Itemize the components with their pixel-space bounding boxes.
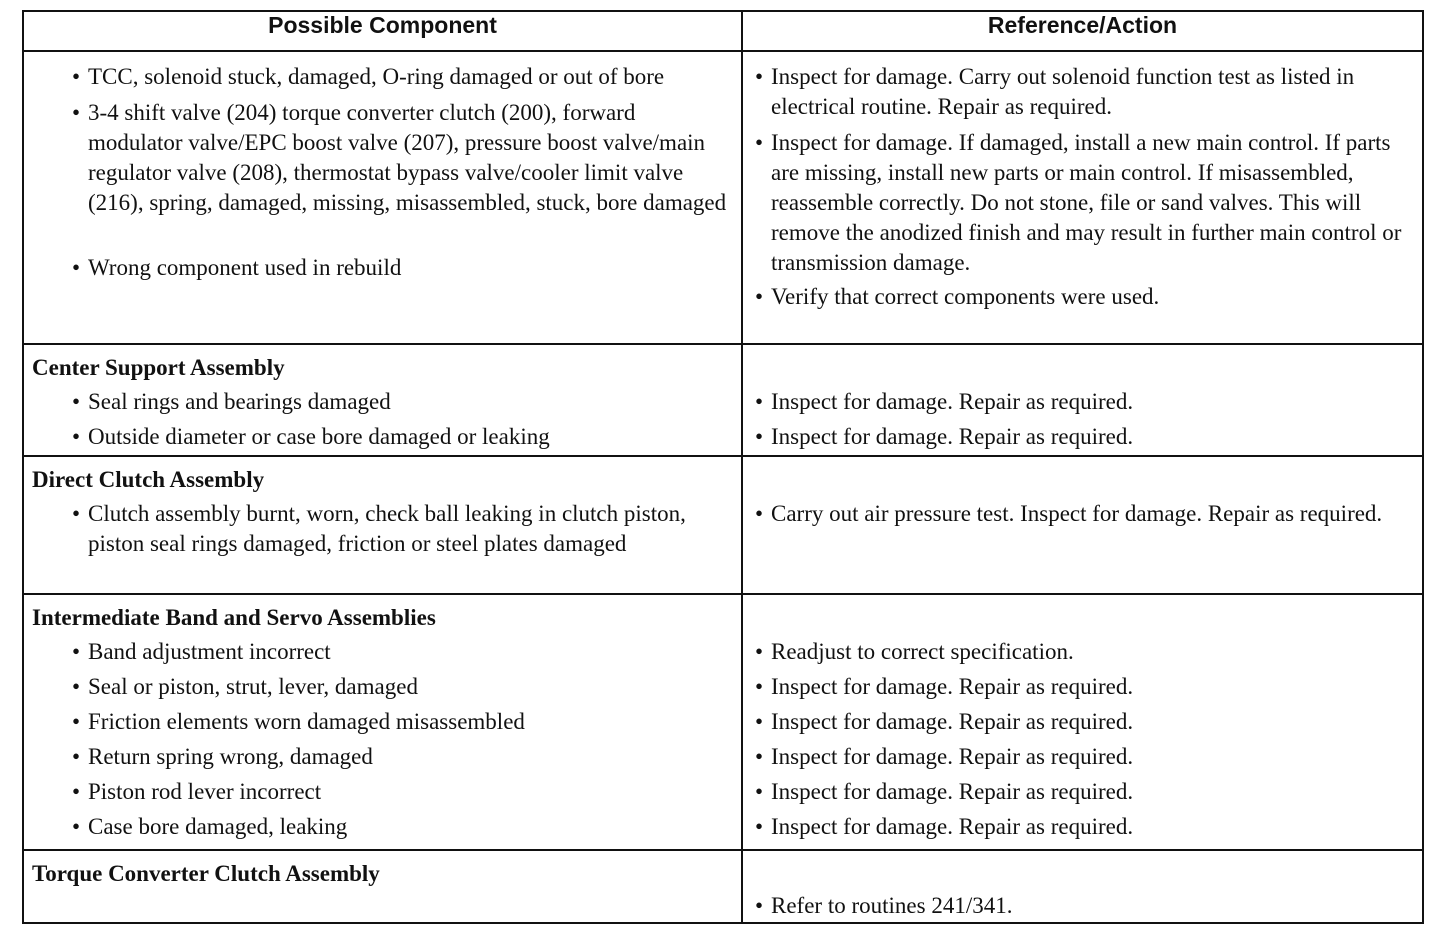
component-item: • Piston rod lever incorrect	[72, 779, 322, 804]
table-section-direct-clutch	[23, 456, 1423, 594]
section-title: Intermediate Band and Servo Assemblies	[32, 605, 436, 630]
components-cell	[23, 594, 742, 850]
actions-cell	[742, 51, 1423, 344]
table-header-row	[23, 11, 1423, 51]
components-cell	[23, 344, 742, 456]
action-item: • Inspect for damage. Repair as required.	[755, 389, 1134, 414]
actions-cell	[742, 344, 1423, 456]
component-item: • Seal or piston, strut, lever, damaged	[72, 674, 418, 699]
action-item: • Inspect for damage. Repair as required.	[755, 674, 1134, 699]
component-item: • Wrong component used in rebuild	[72, 255, 402, 280]
component-item: • TCC, solenoid stuck, damaged, O-ring damaged or out of bore	[72, 64, 665, 89]
action-item: • Inspect for damage. Carry out solenoid function test as listed in electrical routine. Repair as required.	[755, 64, 1355, 119]
table-section-intermediate-band	[23, 594, 1423, 850]
action-item: • Inspect for damage. Repair as required.	[755, 779, 1134, 804]
action-item: • Inspect for damage. Repair as required.	[755, 744, 1134, 769]
action-item: • Readjust to correct specification.	[755, 639, 1074, 664]
components-cell	[23, 456, 742, 594]
action-item: • Carry out air pressure test. Inspect for damage. Repair as required.	[755, 501, 1383, 526]
component-item: • Seal rings and bearings damaged	[72, 389, 391, 414]
component-item: • Friction elements worn damaged misassembled	[72, 709, 525, 734]
component-item: • Case bore damaged, leaking	[72, 814, 348, 839]
section-title: Center Support Assembly	[32, 355, 285, 380]
diagnosis-table	[22, 10, 1424, 924]
action-item: • Refer to routines 241/341.	[755, 893, 1013, 918]
header-possible-component: Possible Component	[23, 11, 742, 51]
component-item: • Outside diameter or case bore damaged or leaking	[72, 424, 550, 449]
action-item: • Inspect for damage. Repair as required.	[755, 424, 1134, 449]
actions-cell	[742, 594, 1423, 850]
action-item: • Inspect for damage. Repair as required.	[755, 814, 1134, 839]
action-item: • Inspect for damage. Repair as required.	[755, 709, 1134, 734]
action-item: • Inspect for damage. If damaged, install a new main control. If parts are missing, install new parts or main control. If misassembled, reassemble correctly. Do not stone, file or sand valves. This will remove the anodized finish and may result in further main control or transmission damage.	[755, 130, 1402, 275]
section-title: Torque Converter Clutch Assembly	[32, 861, 380, 886]
components-cell	[23, 51, 742, 344]
table-section-main-control	[23, 51, 1423, 344]
section-title: Direct Clutch Assembly	[32, 467, 265, 492]
component-item: • 3-4 shift valve (204) torque converter clutch (200), forward modulator valve/EPC boost valve (207), pressure boost valve/main regulator valve (208), thermostat bypass valve/cooler limit valve (216), spring, damaged, missing, misassembled, stuck, bore damaged	[72, 100, 727, 215]
header-reference-action: Reference/Action	[742, 11, 1423, 51]
components-cell	[23, 850, 742, 923]
component-item: • Clutch assembly burnt, worn, check ball leaking in clutch piston, piston seal rings damaged, friction or steel plates damaged	[72, 501, 686, 556]
actions-cell	[742, 850, 1423, 923]
table-section-torque-converter	[23, 850, 1423, 923]
actions-cell	[742, 456, 1423, 594]
table-section-center-support	[23, 344, 1423, 456]
diagnosis-table-page	[22, 10, 1422, 924]
component-item: • Return spring wrong, damaged	[72, 744, 373, 769]
component-item: • Band adjustment incorrect	[72, 639, 331, 664]
action-item: • Verify that correct components were used.	[755, 284, 1160, 309]
